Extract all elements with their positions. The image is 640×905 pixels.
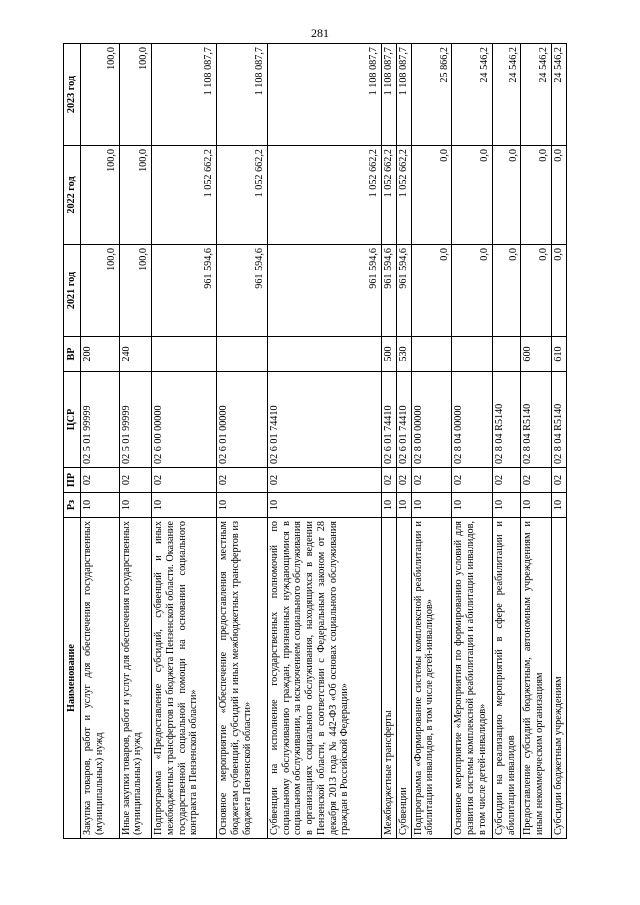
row-name: Предоставление субсидий бюджетным, автономным учреждениям и иным некоммерческим организациям [521,518,551,839]
row-rz: 10 [81,493,120,518]
row-pr: 02 [381,468,396,493]
row-2021: 0,0 [551,245,566,337]
row-rz: 10 [551,493,566,518]
row-name: Субсидии на реализацию мероприятий в сфере реабилитации и абилитации инвалидов [493,518,521,839]
row-csr: 02 8 04 R5140 [493,372,521,468]
row-name: Основное мероприятие «Мероприятия по формированию условий для развития системы комплексной реабилитации и абилитации инвалидов, в том числе детей-инвалидов» [452,518,493,839]
row-name: Подпрограмма «Предоставление субсидий, субвенций и иных межбюджетных трансфертов из бюджета Пензенской области. Оказание государственной социальной помощи на основании социального контракта в Пензенской области» [152,518,217,839]
row-csr: 02 6 01 74410 [267,372,381,468]
row-pr: 02 [81,468,120,493]
header-rz: Рз [64,493,81,518]
row-vr [452,337,493,372]
table-row [119,44,152,839]
row-vr [217,337,268,372]
row-2022: 100,0 [81,146,120,245]
header-2023: 2023 год [64,44,81,146]
row-pr: 02 [267,468,381,493]
row-csr: 02 8 00 00000 [411,372,452,468]
row-pr: 02 [452,468,493,493]
table-row [411,44,452,839]
row-pr: 02 [551,468,566,493]
row-rz: 10 [521,493,551,518]
row-2021: 0,0 [493,245,521,337]
row-2023: 1 108 087,7 [152,44,217,146]
row-pr: 02 [411,468,452,493]
row-rz: 10 [493,493,521,518]
row-rz: 10 [381,493,396,518]
header-pr: ПР [64,468,81,493]
row-csr: 02 8 04 00000 [452,372,493,468]
row-name: Субсидии бюджетным учреждениям [551,518,566,839]
rotated-table-inner [63,44,567,839]
row-vr [411,337,452,372]
row-2022: 1 052 662,2 [152,146,217,245]
table-row [217,44,268,839]
row-name: Основное мероприятие «Обеспечение предоставления местным бюджетам субвенций, субсидий и иных межбюджетных трансфертов из бюджета Пензенской области» [217,518,268,839]
row-2023: 24 546,2 [551,44,566,146]
row-2022: 0,0 [411,146,452,245]
table-row [152,44,217,839]
row-2023: 24 546,2 [521,44,551,146]
table-row [81,44,120,839]
row-csr: 02 6 01 74410 [381,372,396,468]
row-vr: 600 [521,337,551,372]
row-rz: 10 [152,493,217,518]
row-csr: 02 8 04 R5140 [521,372,551,468]
row-rz: 10 [217,493,268,518]
row-2021: 961 594,6 [381,245,396,337]
row-vr [267,337,381,372]
row-name: Субвенции [396,518,411,839]
row-csr: 02 6 00 00000 [152,372,217,468]
row-2023: 24 546,2 [452,44,493,146]
row-csr: 02 8 04 R5140 [551,372,566,468]
row-name: Межбюджетные трансферты [381,518,396,839]
row-csr: 02 5 01 99999 [81,372,120,468]
row-vr: 530 [396,337,411,372]
header-row [64,44,81,839]
row-vr: 200 [81,337,120,372]
row-2022: 100,0 [119,146,152,245]
budget-table [63,43,567,839]
row-2023: 1 108 087,7 [396,44,411,146]
row-name: Иные закупки товаров, работ и услуг для обеспечения государственных (муниципальных) нужд [119,518,152,839]
table-row [493,44,521,839]
row-vr: 240 [119,337,152,372]
row-2021: 0,0 [521,245,551,337]
row-vr [152,337,217,372]
row-2023: 1 108 087,7 [381,44,396,146]
row-pr: 02 [217,468,268,493]
row-rz: 10 [119,493,152,518]
table-row [521,44,551,839]
row-2021: 961 594,6 [217,245,268,337]
row-vr: 610 [551,337,566,372]
row-pr: 02 [152,468,217,493]
row-2021: 961 594,6 [267,245,381,337]
row-csr: 02 6 01 00000 [217,372,268,468]
row-2022: 0,0 [493,146,521,245]
row-pr: 02 [396,468,411,493]
row-2023: 1 108 087,7 [217,44,268,146]
row-2022: 0,0 [452,146,493,245]
header-vr: ВР [64,337,81,372]
row-2022: 0,0 [521,146,551,245]
table-row [452,44,493,839]
header-name: Наименование [64,518,81,839]
row-2023: 24 546,2 [493,44,521,146]
row-rz: 10 [267,493,381,518]
row-2022: 1 052 662,2 [217,146,268,245]
row-pr: 02 [521,468,551,493]
row-2022: 1 052 662,2 [396,146,411,245]
row-pr: 02 [119,468,152,493]
row-2022: 0,0 [551,146,566,245]
page-number: 281 [311,26,329,40]
row-2021: 0,0 [452,245,493,337]
row-2021: 961 594,6 [152,245,217,337]
row-2023: 1 108 087,7 [267,44,381,146]
row-2021: 100,0 [81,245,120,337]
header-2021: 2021 год [64,245,81,337]
row-2023: 100,0 [119,44,152,146]
row-csr: 02 5 01 99999 [119,372,152,468]
row-2021: 0,0 [411,245,452,337]
table-row [381,44,396,839]
table-row [396,44,411,839]
row-name: Субвенции на исполнение государственных полномочий по социальному обслуживанию граждан, признанных нуждающимися в социальном обслуживании, за исключением социального обслуживания в организациях социального обслуживания, находящихся в ведении Пензенской области, в соответствии с Федеральным законом от 28 декабря 2013 года № 442-ФЗ «Об основах социального обслуживания граждан в Российской Федерации» [267,518,381,839]
row-pr: 02 [493,468,521,493]
row-csr: 02 6 01 74410 [396,372,411,468]
row-rz: 10 [411,493,452,518]
row-rz: 10 [396,493,411,518]
row-name: Подпрограмма «Формирование системы комплексной реабилитации и абилитации инвалидов, в том числе детей-инвалидов» [411,518,452,839]
row-vr [493,337,521,372]
row-name: Закупка товаров, работ и услуг для обеспечения государственных (муниципальных) нужд [81,518,120,839]
row-2022: 1 052 662,2 [381,146,396,245]
row-vr: 500 [381,337,396,372]
rotated-table-area [63,44,567,839]
header-2022: 2022 год [64,146,81,245]
table-row [267,44,381,839]
table-row [551,44,566,839]
row-2022: 1 052 662,2 [267,146,381,245]
row-2021: 961 594,6 [396,245,411,337]
row-2023: 25 866,2 [411,44,452,146]
row-2023: 100,0 [81,44,120,146]
header-csr: ЦСР [64,372,81,468]
row-rz: 10 [452,493,493,518]
row-2021: 100,0 [119,245,152,337]
